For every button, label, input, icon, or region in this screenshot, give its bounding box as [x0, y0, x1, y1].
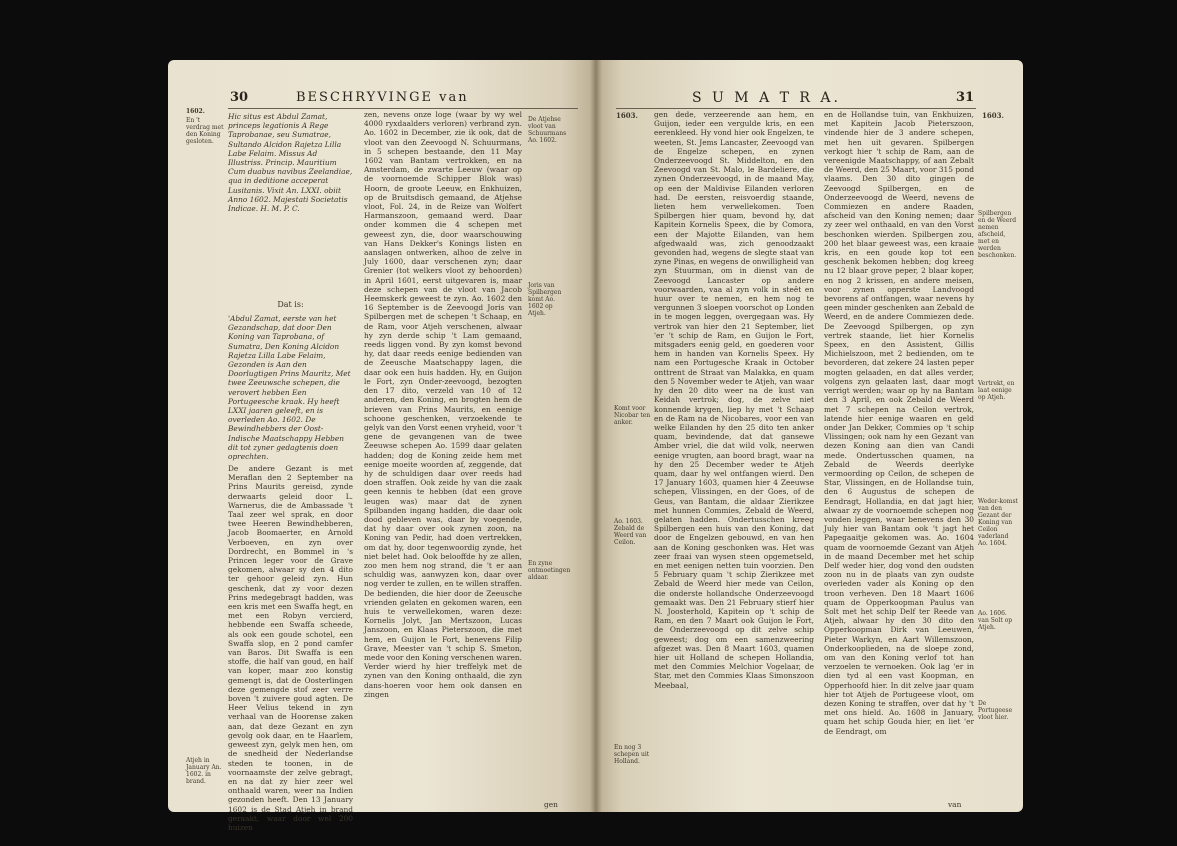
- margin-note: Joris van Spilbergen komt Ao. 1602 op Atjeh.: [528, 282, 562, 317]
- margin-year-left: 1602.: [186, 108, 205, 115]
- dat-is-heading: Dat is:: [277, 300, 304, 309]
- latin-inscription: Hic situs est Abdul Zamat, princeps legationis A Rege Taprobanae, seu Sumatrae, Sultando Alcidon Rajetza Lilla Labe Felaim. Missus Ad Illustriss. Princip. Mauritium Cum duabus navibus Zeelandiae, qua in deditione acceperat Lusitanis. Vixit An. LXXI. obiit Anno 1602. Majestati Societatis Indicae. H. M. P. C.: [228, 112, 353, 214]
- left-column-1-text: De andere Gezant is met Meraflan den 2 September na Prins Maurits gereisd, zynde derwaarts geleid door L. Warnerus, die de Ambassade 't Taal zeer wel sprak, en door twee Heeren Bewindhebberen, Jacob Boomaerter, en Arnold Verboeven, en zyn over Dordrecht, en Bommel in 's Princen leger voor de Grave gekomen, alwaar sy den 4 dito ter gehoor geleid zyn. Hun geschenk, dat zy voor dezen Prins medegebragt hadden, was een kris met een Swaffa hegt, en met een Robyn vercierd, hebbende een Swaffa scheede, als ook een goude schotel, een Swaffa slop, en 2 pond camfer van Baros. Dit Swaffa is een stoffe, die half van goud, en half van koper, maar zoo konstig gemengt is, dat de Oosterlingen deze gemengde stof zeer verre boven 't zuivere goud agten. De Heer Velius tekend in zyn verhaal van de Hoorense zaken aan, dat deze Gezant en zyn gevolg ook daar, en te Haarlem, geweest zyn, gelyk men hen, om de snedheid der Nederlandse steden te toonen, in de voornaamste der zelve gebragt, en na dat zy hier zeer wel onthaald waren, weer na Indien gezonden heeft. Den 13 January 1602 is de Stad Atjeh in brand geraakt, waar door wel 200 huizen: [228, 464, 353, 832]
- right-column-2-text: en de Hollandse tuin, van Enkhuizen, met Kapitein Jacob Pieterszoon, vindende hier de 3 andere schepen, met hen uit gevaren. Spilbergen verkogt hier 't schip de Ram, aan de vereenigde Maatschappy, of aan Zebalt de Weerd, den 25 Maart, voor 315 pond vlaams. Den 30 dito gingen de Zeevoogd Spilbergen, en de Onderzeevoogd de Weerd, nevens de Commiezen en andere Raaden, afscheid van den Koning nemen; daar zy zeer wel onthaald, en van den Vorst beschonken wierden. Spilbergen zou, 200 het blaar geweest was, een kraaie kris, en een goude kop tot een geschenk bekomen hebben; dog kreeg nu 12 blaar grove peper, 2 blaar koper, en nog 2 krissen, en andere meisen, voor zynen opperste Landvoogd bevorens af ontfangen, waar nevens hy geen minder geschenken aan Zebald de Weerd, en de andere Commiezen dede. De Zeevoogd Spilbergen, op zyn vertrek staande, liet hier Kornelis Speex, en den Assistent, Gillis Michielszoon, met 2 bedienden, om te bevorderen, dat zekere 24 lasten peper mogten gelaaden, en dat alles verder, volgens zyn gelaaten last, daar mogt verrigt werden; waar op hy na Bantam den 3 April, en ook Zebald de Weerd met 7 schepen na Ceilon vertrok, latende hier eenige waaren en geld onder Jan Dekker, Commies op 't schip Vlissingen; ook nam hy een Gezant van dezen Koning aan dien van Candi mede. Ondertusschen quamen, na Zebald de Weerds deerlyke vermoording op Ceilon, de schepen de Star, Vlissingen, en de Hollandse tuin, den 6 Augustus de schepen de Eendragt, Hollandia, en dat jagt hier, alwaar zy de voornoemde schepen nog vonden leggen, waar benevens den 30 July hier van Bantam ook 't jagt het Papegaaitje gekomen was. Ao. 1604 quam de voornoemde Gezant van Atjeh in de maand December met het schip Delf weder hier, dog vond den oudsten zoon nu in de plaats van zyn oudste overleden vader als Koning op den troon verheven. Den 18 Maart 1606 quam de Opperkoopman Paulus van Solt met het schip Delf ter Reede van Atjeh, alwaar hy den 30 dito den Opperkoopman Dirk van Leeuwen, Pieter Warkyn, en Aart Willemszoon, Onderkooplieden, na de sloepe zond, om van den Koning verlof tot han verzoelen te vernoeken. Ook lag 'er in dien tyd al een vast Koopman, en Opperhoofd hier. In dit zelve jaar quam hier tot Atjeh de Portugeese vloot, om dezen Koning te straffen, over dat hy 't met ons hield. Ao. 1608 in January, quam het schip Gouda hier, en liet 'er de Eendragt, om: [824, 110, 974, 736]
- margin-note: Komt voor Nicobar ten anker.: [614, 405, 651, 426]
- page-number-left: 30: [230, 90, 249, 105]
- right-page: [596, 60, 1023, 812]
- header-rule-right: [616, 108, 976, 109]
- margin-year-right-page-right: 1603.: [982, 111, 1004, 120]
- margin-note: De Portugeese vloot hier.: [978, 700, 1013, 721]
- book-gutter: [590, 60, 602, 812]
- left-column-2-text: zen, nevens onze loge (waar by wy wel 4000 ryxdaalders verloren) verbrand zyn. Ao. 1602 in December, zie ik ook, dat de vloot van den Zeevoogd N. Schuurmans, in 5 schepen bestaande, den 11 May 1602 van Bantam vertrokken, en na Amsterdam, de zwarte Leeuw (waar op de voornoemde Schipper Blok was) Hoorn, de groote Leeuw, en Enkhuizen, op de Bruitsdisch gemaand, de Atjehse vloot, Fol. 24, in de Reize van Wolfert Harmanszoon, gemaand werd. Daar onder kommen die 4 schepen met geweest zyn, die, door waarschouwing van Hans Dekker's Konings listen en aanslagen ontwerken, alhoo de zelve in July 1600, daar verschenen zyn; daar Grenier (tot welkers vloot zy behoorden) in April 1601, eerst uitgevaren is, maar deze schepen van de vloot van Jacob Heemskerk geweest te zyn. Ao. 1602 den 16 September is de Zeevoogd Joris van Spilbergen met de schepen 't Schaap, en de Ram, voor Atjeh verschenen, alwaar hy zyn derde schip 't Lam gemaand, reeds liggen vond. By zyn komst bevond hy, dat daar reeds eenige bedienden van de Zeeusche Maatschappy lagen, die daar ook een huis hadden. Hy, en Guijon le Fort, zyn Onder-zeevoogd, bezogten den 17 dito, verzeld van 10 of 12 anderen, den Koning, en brogten hem de brieven van Prins Maurits, en eenige schoone geschenken, verzoekende te gelyk van den Vorst eenen vryheid, voor 't gene de gevangenen van de twee Zeeuwse schepen Ao. 1599 daar gelaten hadden; dog de Koning zeide hem met eenige moeite woorden af, zeggende, dat hy de schuldigen daar over reeds had doen straffen. Ook zeide hy van die zaak geen kennis te hebben (dat een grove leugen was) maar dat de zynen Spilbanden ingang hadden, die daar ook dood gebleven was, daar by voegende, dat hy daar over ook zynen zoon, na Koning van Pedir, had doen vertrekken, om dat hy, door tegenwoordig zynde, het niet belet had. Ook belooffde hy ze allen, zoo men hem nog strand, die 't er aan schuldig was, aanwyzen kon, daar over nog verder te zullen, en te willen straffen. De bedienden, die hier door de Zeeusche vrienden gelaten en gekomen waren, een huis te verwellekomen, waren deze: Kornelis Jolyt, Jan Mertszoon, Lucas Janszoon, en Klaas Pieterszoon, die met hem, en Guijon le Fort, benevens Filip Grave, Meester van 't schip S. Smeton, mede voor den Koning verschenen waren. Verder wierd hy hier treffelyk met de zynen van den Koning onthaald, die zyn dans-hoeren voor hem ook dansen en zingen: [364, 110, 522, 699]
- header-rule-left: [228, 108, 578, 109]
- margin-note: Ao. 1606. van Solt op Atjeh.: [978, 610, 1013, 631]
- running-header-right: S U M A T R A.: [692, 90, 841, 106]
- margin-note: Atjeh in January An. 1602. in brand.: [186, 757, 222, 785]
- margin-note: De Atjehse vloot van Schuurmans Ao. 1602.: [528, 116, 567, 144]
- margin-note: Ao. 1603. Zebald de Weerd van Ceilon.: [614, 518, 647, 546]
- catchword-right: van: [948, 800, 962, 809]
- right-column-1-text: gen dede, verzeerende aan hem, en Guijon, ieder een vergulde kris, en een eerenkleed. Hy vond hier ook Engelzen, te weeten, St. Jems Lancaster, Zeevoogd van de Engelze schepen, en zynen Onderzeevoogd St. Middelton, en den Zeevoogd van St. Malo, le Bardeliere, die zynen Onderzeevoogd, in de maand May, op een der Maldivise Eilanden verloren had. De eersten, reisvoerdig staande, lieten hem verwellekomen. Toen Spilbergen hier quam, bevond hy, dat Kapitein Kornelis Speex, die by Comora, een der Majotte Eilanden, van hem afgedwaald was, zich genoodzaakt gevonden had, wegens de slegte staat van zyne Pinas, en wegens de onwilligheid van zyn Stuurman, om in dienst van de Zeevoogd Lancaster op andere voorwaarden, vaa al zyn volk in steêt en huur over te nemen, en hem nog te vergunnen 3 sloepen voorschot op Londen in te mogen leggen, overgegaan was. Hy vertrok van hier den 21 September, liet 'er 't schip de Ram, en Guijon le Fort, mitsgaders eenig geld, en goederen voor hem in handen van Kornelis Speex. Hy nam een Portugesche Kraak in October onttrent de Straat van Malakka, en quam den 5 November weder te Atjeh, van waar hy den 20 dito weer na de kust van Keidah vertrok; dog, de zelve niet konnende krygen, liep hy met 't Schaap en de Ram na de Nicobares, voor een van welke Eilanden hy den 25 dito ten anker quam, bevindende, dat dat gansewe Amber vriel, die dat wild volk, neerwen eenige vrugten, aan boord bragt, waar na hy den 25 December weder te Atjeh quam, daar hy wel ontfangen wierd. Den 17 January 1603, quamen hier 4 Zeeuwse schepen, Vlissingen, en der Goes, of de Geus, van Bantam, die aldaar Zierikzee met hunnen Commies, Zebald de Weerd, gelaten hadden. Ondertusschen kreeg Spilbergen een huis van den Koning, dat door de Engelzen gebouwd, en van hen aan de Koning geschonken was. Het was zeer fraai van wysen steen opgemetseld, en met eenigen netten tuin voorzien. Den 5 February quam 't schip Zierikzee met Zebald de Weerd hier mede van Ceilon, die onderste hollandsche Onderzeevoogd gemaakt was. Den 21 February stierf hier N. Joosterhold, Kapitein op 't schip de Ram, en den 7 Maart ook Guijon le Fort, de Onderzeevoogd op dit zelve schip geweest; dog om een samenzweering afgezet was. Den 8 Maart 1603, quamen hier uit Holland de schepen Hollandia, met den Commies Melchior Vogelaar, de Star, met den Commies Klaas Simonszoon Meebaal,: [654, 110, 814, 690]
- left-page: [168, 60, 596, 832]
- margin-note: En 't verdrag met den Koning gesloten.: [186, 117, 224, 145]
- margin-year-right-page-left: 1603.: [616, 111, 638, 120]
- margin-note: Weder-komst van den Gezant der Koning van Ceilon vaderland Ao. 1604.: [978, 498, 1018, 547]
- dutch-inscription: 'Abdul Zamat, eerste van het Gezandschap, dat door Den Koning van Taprobana, of Sumatra, Den Koning Alcidon Rajetza Lilla Labe Felaim, Gezonden is Aan den Doorlugtigen Prins Mauritz, Met twee Zeeuwsche schepen, die verovert hebben Een Portugeesche kraak. Hy heeft LXXI jaaren geleeft, en is overleden Ao. 1602. De Bewindhebbers der Oost-Indische Maatschappy Hebben dit tot zyner gedagtenis doen oprechten.: [228, 314, 351, 462]
- running-header-left: BESCHRYVINGE van: [296, 90, 469, 105]
- open-book: [168, 60, 1023, 832]
- margin-note: Spilbergen en de Weerd nemen afscheid, met en werden beschonken.: [978, 210, 1017, 259]
- margin-note: En nog 3 schepen uit Holland.: [614, 744, 650, 765]
- page-number-right: 31: [956, 90, 975, 105]
- margin-note: Vertrekt, en laat eenige op Atjeh.: [978, 380, 1015, 401]
- margin-note: En zyne ontmoetingen aldaar.: [528, 560, 571, 581]
- catchword-left: gen: [544, 800, 558, 809]
